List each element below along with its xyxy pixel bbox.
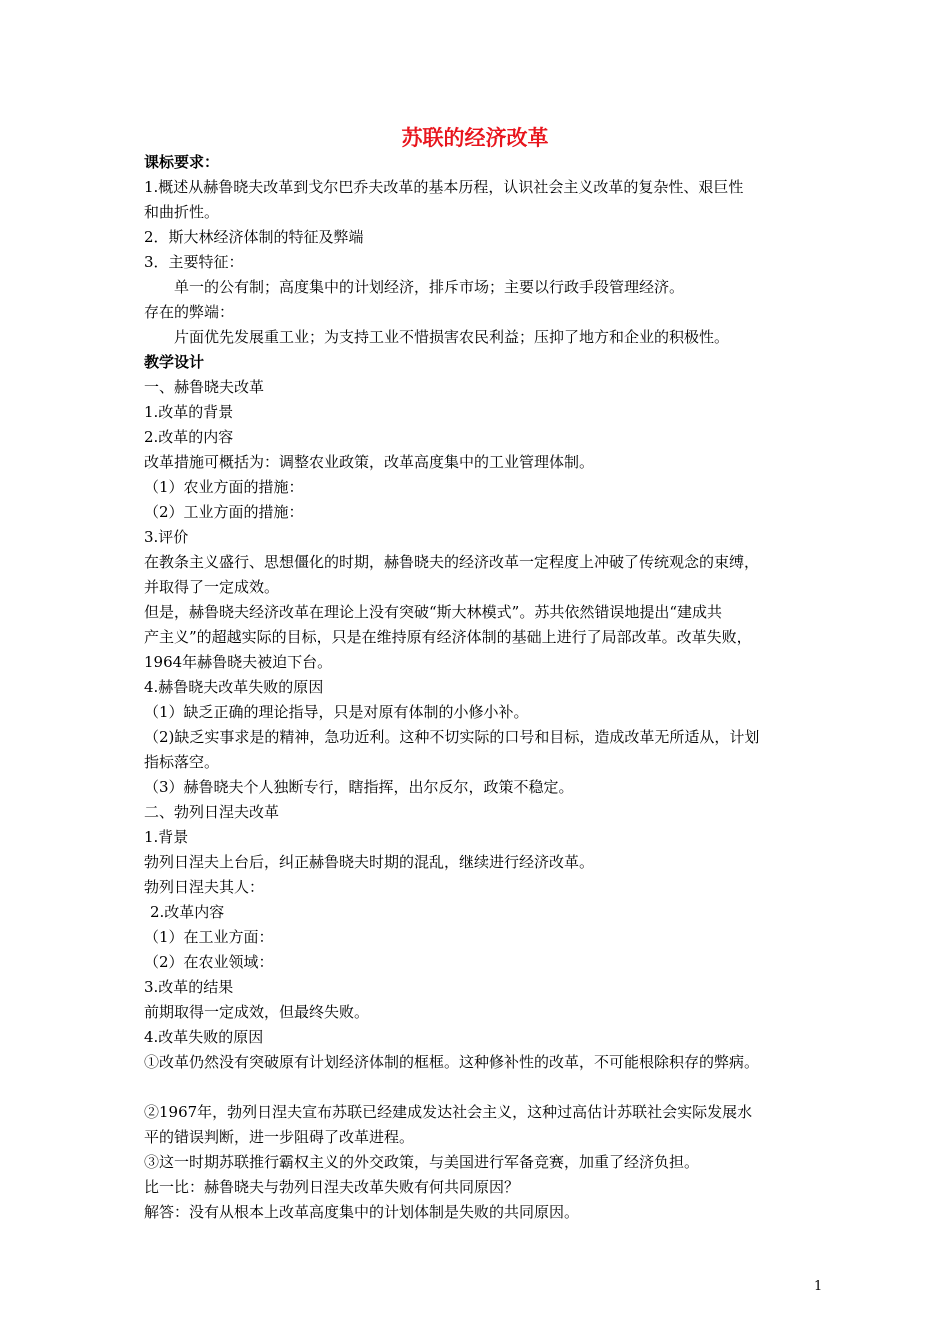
- paragraph-line: （3）赫鲁晓夫个人独断专行，瞎指挥，出尔反尔，政策不稳定。: [144, 778, 574, 796]
- paragraph-line: 1.改革的背景: [144, 403, 234, 421]
- paragraph-line: （1）农业方面的措施：: [144, 478, 304, 496]
- paragraph-line: （1）缺乏正确的理论指导，只是对原有体制的小修小补。: [144, 703, 529, 721]
- document-title: 苏联的经济改革: [401, 126, 549, 150]
- paragraph-line: 但是，赫鲁晓夫经济改革在理论上没有突破“斯大林模式”。苏共依然错误地提出“建成共: [144, 603, 723, 621]
- paragraph-line: 指标落空。: [144, 753, 220, 771]
- paragraph-line: ①改革仍然没有突破原有计划经济体制的框框。这种修补性的改革，不可能根除积存的弊病。: [144, 1053, 760, 1071]
- paragraph-line: 片面优先发展重工业；为支持工业不惜损害农民利益；压抑了地方和企业的积极性。: [174, 328, 730, 346]
- section-heading: 课标要求：: [144, 153, 220, 171]
- paragraph-line: 一、赫鲁晓夫改革: [144, 378, 265, 396]
- paragraph-line: 3.评价: [144, 528, 189, 546]
- paragraph-line: 2.改革的内容: [144, 428, 234, 446]
- paragraph-line: 平的错误判断，进一步阻碍了改革进程。: [144, 1128, 415, 1146]
- paragraph-line: 改革措施可概括为：调整农业政策，改革高度集中的工业管理体制。: [144, 453, 595, 471]
- paragraph-line: 产主义”的超越实际的目标，只是在维持原有经济体制的基础上进行了局部改革。改革失败，: [144, 628, 752, 646]
- paragraph-line: 3．主要特征：: [144, 253, 244, 271]
- paragraph-line: ③这一时期苏联推行霸权主义的外交政策，与美国进行军备竞赛，加重了经济负担。: [144, 1153, 700, 1171]
- paragraph-line: （1）在工业方面：: [144, 928, 274, 946]
- paragraph-line: 解答：没有从根本上改革高度集中的计划体制是失败的共同原因。: [144, 1203, 580, 1221]
- blank-line: [144, 1075, 824, 1100]
- paragraph-line: 单一的公有制；高度集中的计划经济，排斥市场；主要以行政手段管理经济。: [174, 278, 685, 296]
- paragraph-line: （2）在农业领域：: [144, 953, 274, 971]
- paragraph-line: （2)缺乏实事求是的精神，急功近利。这种不切实际的口号和目标，造成改革无所适从，计划: [144, 728, 760, 746]
- paragraph-line: 比一比：赫鲁晓夫与勃列日涅夫改革失败有何共同原因？: [144, 1178, 520, 1196]
- paragraph-line: （2）工业方面的措施：: [144, 503, 304, 521]
- document-body: [144, 150, 824, 1225]
- page-number: 1: [814, 1279, 823, 1294]
- paragraph-line: 勃列日涅夫上台后，纠正赫鲁晓夫时期的混乱，继续进行经济改革。: [144, 853, 595, 871]
- paragraph-line: 和曲折性。: [144, 203, 220, 221]
- paragraph-line: 在教条主义盛行、思想僵化的时期，赫鲁晓夫的经济改革一定程度上冲破了传统观念的束缚，: [144, 553, 760, 571]
- paragraph-line: 并取得了一定成效。: [144, 578, 280, 596]
- paragraph-line: 前期取得一定成效，但最终失败。: [144, 1003, 370, 1021]
- paragraph-line: ②1967年，勃列日涅夫宣布苏联已经建成发达社会主义，这种过高估计苏联社会实际发展水: [144, 1103, 753, 1121]
- paragraph-line: 3.改革的结果: [144, 978, 234, 996]
- paragraph-line: 4.赫鲁晓夫改革失败的原因: [144, 678, 324, 696]
- paragraph-line: 4.改革失败的原因: [144, 1028, 264, 1046]
- paragraph-line: 存在的弊端：: [144, 303, 235, 321]
- paragraph-line: 1964年赫鲁晓夫被迫下台。: [144, 653, 333, 671]
- paragraph-line: 勃列日涅夫其人：: [144, 878, 265, 896]
- paragraph-line: 2.改革内容: [150, 903, 225, 921]
- paragraph-line: 1.背景: [144, 828, 189, 846]
- paragraph-line: 1.概述从赫鲁晓夫改革到戈尔巴乔夫改革的基本历程，认识社会主义改革的复杂性、艰巨性: [144, 178, 744, 196]
- section-heading: 教学设计: [144, 353, 205, 371]
- paragraph-line: 2．斯大林经济体制的特征及弊端: [144, 228, 364, 246]
- paragraph-line: 二、勃列日涅夫改革: [144, 803, 280, 821]
